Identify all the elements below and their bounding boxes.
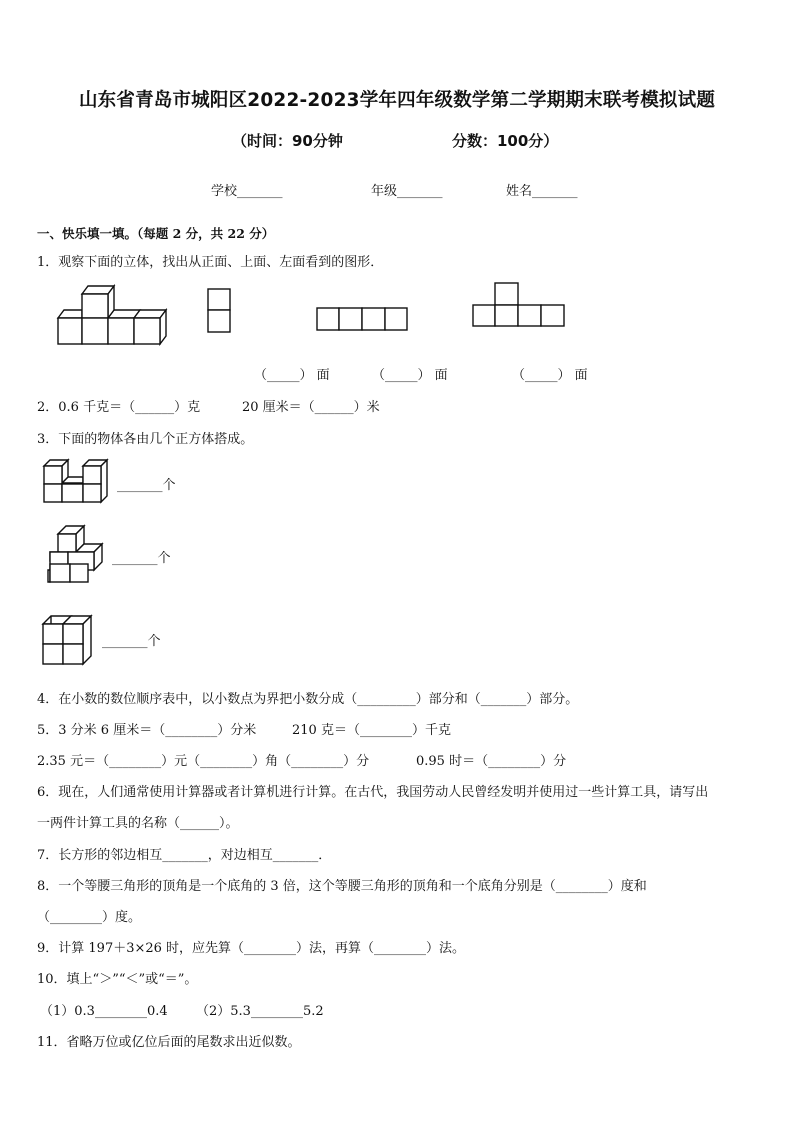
- question-10-part-1[interactable]: （1）0.3________0.4: [40, 1004, 168, 1019]
- exam-score: 分数：100分）: [452, 132, 559, 150]
- question-7-text[interactable]: 7．长方形的邻边相互_______，对边相互_______．: [37, 848, 332, 863]
- q1-view-a: [207, 288, 233, 334]
- question-11-text: 11．省略万位或亿位后面的尾数求出近似数。: [37, 1035, 301, 1050]
- page-title: 山东省青岛市城阳区2022-2023学年四年级数学第二学期期末联考模拟试题: [78, 90, 716, 111]
- q1-solid-figure: [56, 284, 172, 348]
- q1-blank-3[interactable]: （_____） 面: [512, 368, 588, 383]
- question-2-part-1[interactable]: 2．0.6 千克＝（______）克: [37, 400, 201, 415]
- question-9-text[interactable]: 9．计算 197＋3×26 时，应先算（________）法，再算（________）法。: [37, 941, 466, 956]
- q3-figure-b: [46, 524, 108, 584]
- exam-time: （时间：90分钟: [232, 132, 343, 150]
- question-10-text: 10．填上“＞”“＜”或“＝”。: [37, 972, 198, 987]
- question-5-line-2b[interactable]: 0.95 时＝（________）分: [416, 754, 567, 769]
- q3-answer-a[interactable]: _______个: [117, 478, 176, 493]
- name-field[interactable]: 姓名_______: [506, 184, 578, 199]
- question-2-part-2[interactable]: 20 厘米＝（______）米: [242, 400, 380, 415]
- question-10-part-2[interactable]: （2）5.3________5.2: [196, 1004, 324, 1019]
- question-4-text[interactable]: 4．在小数的数位顺序表中，以小数点为界把小数分成（_________）部分和（_______）部分。: [37, 692, 579, 707]
- section-heading: 一、快乐填一填。（每题 2 分，共 22 分）: [37, 226, 275, 241]
- q3-answer-c[interactable]: _______个: [102, 634, 161, 649]
- q1-blank-1[interactable]: （_____） 面: [254, 368, 330, 383]
- question-8-line-1[interactable]: 8．一个等腰三角形的顶角是一个底角的 3 倍，这个等腰三角形的顶角和一个底角分别是（________）度和: [37, 879, 647, 894]
- q1-blank-2[interactable]: （_____） 面: [372, 368, 448, 383]
- q3-figure-a: [43, 458, 113, 504]
- question-6-line-2[interactable]: 一两件计算工具的名称（______）。: [37, 816, 239, 831]
- question-6-line-1: 6．现在，人们通常使用计算器或者计算机进行计算。在古代，我国劳动人民曾经发明并使用过一些计算工具，请写出: [37, 785, 709, 800]
- question-8-line-2[interactable]: （________）度。: [37, 910, 142, 925]
- question-5-line-2a[interactable]: 2.35 元＝（________）元（________）角（________）分: [37, 754, 370, 769]
- question-1-text: 1．观察下面的立体，找出从正面、上面、左面看到的图形．: [37, 255, 384, 270]
- question-3-text: 3．下面的物体各由几个正方体搭成。: [37, 432, 254, 447]
- question-5-line-1a[interactable]: 5．3 分米 6 厘米＝（________）分米: [37, 723, 257, 738]
- school-field[interactable]: 学校_______: [211, 184, 283, 199]
- question-5-line-1b[interactable]: 210 克＝（________）千克: [292, 723, 451, 738]
- q1-view-c: [472, 282, 568, 328]
- q3-answer-b[interactable]: _______个: [112, 551, 171, 566]
- grade-field[interactable]: 年级_______: [371, 184, 443, 199]
- q1-view-b: [316, 307, 410, 332]
- q3-figure-c: [42, 612, 102, 668]
